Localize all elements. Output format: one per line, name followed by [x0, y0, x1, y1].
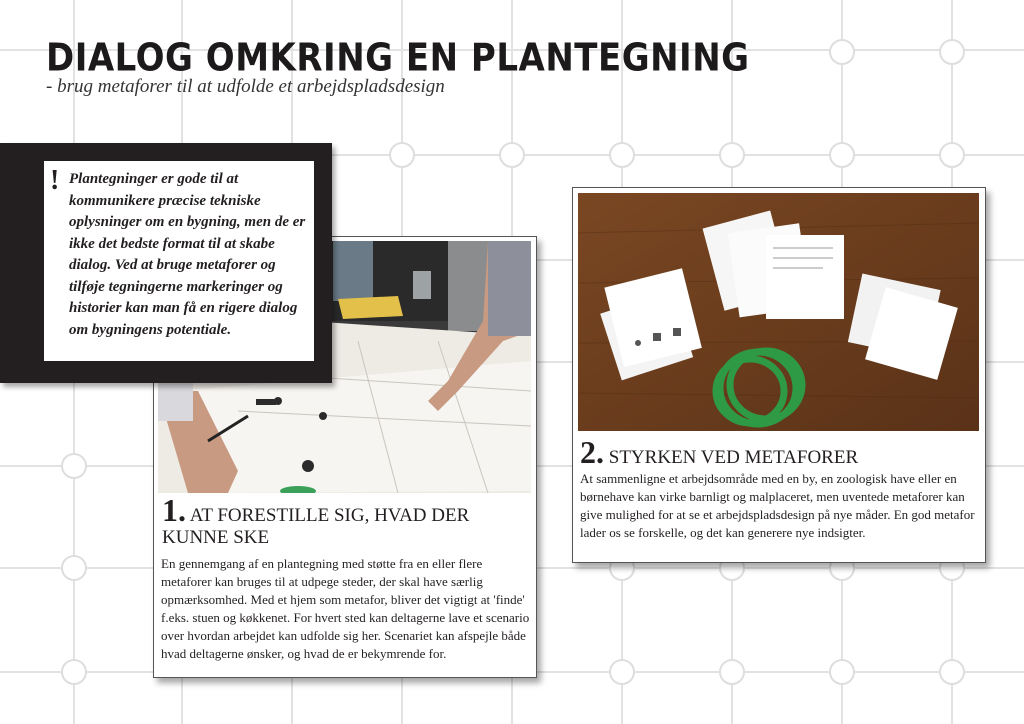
metaphor-cards-illustration [578, 193, 979, 431]
section-2-heading [580, 434, 980, 470]
section-1-title: AT FORESTILLE SIG, HVAD DER KUNNE SKE [162, 505, 470, 548]
section-1-number: 1. [162, 492, 186, 528]
callout-box [44, 161, 314, 361]
section-1-heading [162, 492, 532, 549]
section-2-number: 2. [580, 434, 604, 470]
page-title: DIALOG OMKRING EN PLANTEGNING [46, 36, 750, 81]
section-2-title: STYRKEN VED METAFORER [608, 447, 859, 468]
callout-text: Plantegninger er gode til at kommunikere præcise tekniske oplysninger om en bygning, men de er ikke det bedste format til at skabe dialog. Ved at bruge metaforer og tilføje tegningerne markeringer og historier kan man få en rigere dialog om bygningens potentiale. [69, 171, 306, 338]
section-1-body: En gennemgang af en plantegning med støtte fra en eller flere metaforer kan bruges til at udpege steder, der skal have særlig opmærksomhed. Med et hjem som metafor, bliver det vigtigt at 'finde' f.eks. stuen og køkkenet. For hvert sted kan deltagerne lave et scenario over hvordan arbejdet kan udfolde sig her. Scenariet kan afspejle både hvad deltagerne ønsker, og hvad de er bekymrende for. [161, 556, 530, 661]
exclamation-icon: ! [50, 165, 60, 196]
section-card-2 [572, 187, 986, 563]
page-subtitle: - brug metaforer til at udfolde et arbejdspladsdesign [46, 76, 445, 97]
metaphor-cards-photo [578, 193, 979, 431]
section-2-body: At sammenligne et arbejdsområde med en by, en zoologisk have eller en børnehave kan virke barnligt og malplaceret, men uventede metaforer kan give mulighed for at se et arbejdspladsdesign på nye måder. En god metafor lader os se forskelle, og det kan generere nye indsigter. [580, 471, 975, 540]
